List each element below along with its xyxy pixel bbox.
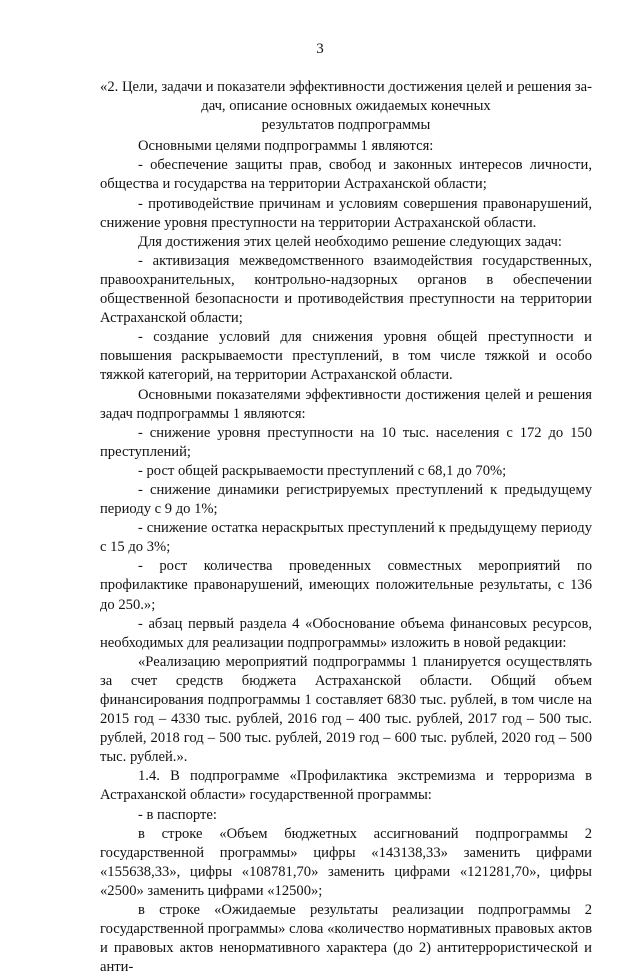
paragraph: - создание условий для снижения уровня общей преступности и повышения раскрываемости преступлений, в том числе тяжкой и особо тяжкой категорий, на территории Астраханской области. — [100, 329, 592, 384]
paragraph: Основными целями подпрограммы 1 являются: — [138, 138, 434, 155]
paragraph: - снижение остатка нераскрытых преступлений к предыдущему периоду с 15 до 3%; — [100, 520, 592, 556]
paragraph: - абзац первый раздела 4 «Обоснование объема финансовых ресурсов, необходимых для реализации подпрограммы» изложить в новой редакции: — [100, 615, 592, 651]
paragraph: в строке «Ожидаемые результаты реализации подпрограммы 2 государственной программы» слова «количество нормативных правовых актов и правовых актов ненормативного характера (до 2) антитеррористической и анти- — [100, 902, 592, 976]
paragraph: Для достижения этих целей необходимо решение следующих задач: — [138, 233, 562, 250]
heading-line: дач, описание основных ожидаемых конечных — [201, 98, 491, 115]
page-number: 3 — [316, 41, 324, 57]
paragraph: - снижение уровня преступности на 10 тыс. населения с 172 до 150 преступлений; — [100, 424, 592, 460]
heading-line: результатов подпрограммы — [261, 117, 431, 134]
paragraph: - в паспорте: — [138, 806, 217, 823]
heading-line: «2. Цели, задачи и показатели эффективности достижения целей и решения за- — [100, 79, 592, 95]
paragraph: - рост общей раскрываемости преступлений с 68,1 до 70%; — [138, 462, 507, 479]
paragraph: 1.4. В подпрограмме «Профилактика экстремизма и терроризма в Астраханской области» государственной программы: — [100, 768, 592, 804]
section-heading — [100, 78, 592, 135]
paragraph: - активизация межведомственного взаимодействия государственных, правоохранительных, контрольно-надзорных органов в обеспечении общественной безопасности и противодействия преступности на территории Астраханской области; — [100, 252, 592, 327]
paragraph: - снижение динамики регистрируемых преступлений к предыдущему периоду с 9 до 1%; — [100, 481, 592, 518]
paragraph: «Реализацию мероприятий подпрограммы 1 планируется осуществлять за счет средств бюджета Астраханской области. Общий объем финансирования подпрограммы 1 составляет 6830 тыс. рублей, в том числе на 2015 год – 4330 тыс. рублей, 2016 год – 400 тыс. рублей, 2017 год – 500 тыс. рублей, 2018 год – 500 тыс. рублей, 2019 год – 600 тыс. рублей, 2020 год – 500 тыс. рублей.». — [100, 653, 592, 766]
paragraph: Основными показателями эффективности достижения целей и решения задач подпрограммы 1 являются: — [100, 386, 592, 422]
paragraph: в строке «Объем бюджетных ассигнований подпрограммы 2 государственной программы» цифры «143138,33» заменить цифрами «155638,33», цифры «108781,70» заменить цифрами «121281,70», цифры «2500» заменить цифрами «12500»; — [100, 825, 592, 899]
paragraph: - рост количества проведенных совместных мероприятий по профилактике правонарушений, имеющих положительные результаты, с 136 до 250.»; — [100, 558, 592, 613]
document-body — [100, 78, 592, 977]
paragraph: - противодействие причинам и условиям совершения правонарушений, снижение уровня преступности на территории Астраханской области. — [100, 195, 592, 231]
paragraph: - обеспечение защиты прав, свобод и законных интересов личности, общества и государства на территории Астраханской области; — [100, 157, 592, 193]
